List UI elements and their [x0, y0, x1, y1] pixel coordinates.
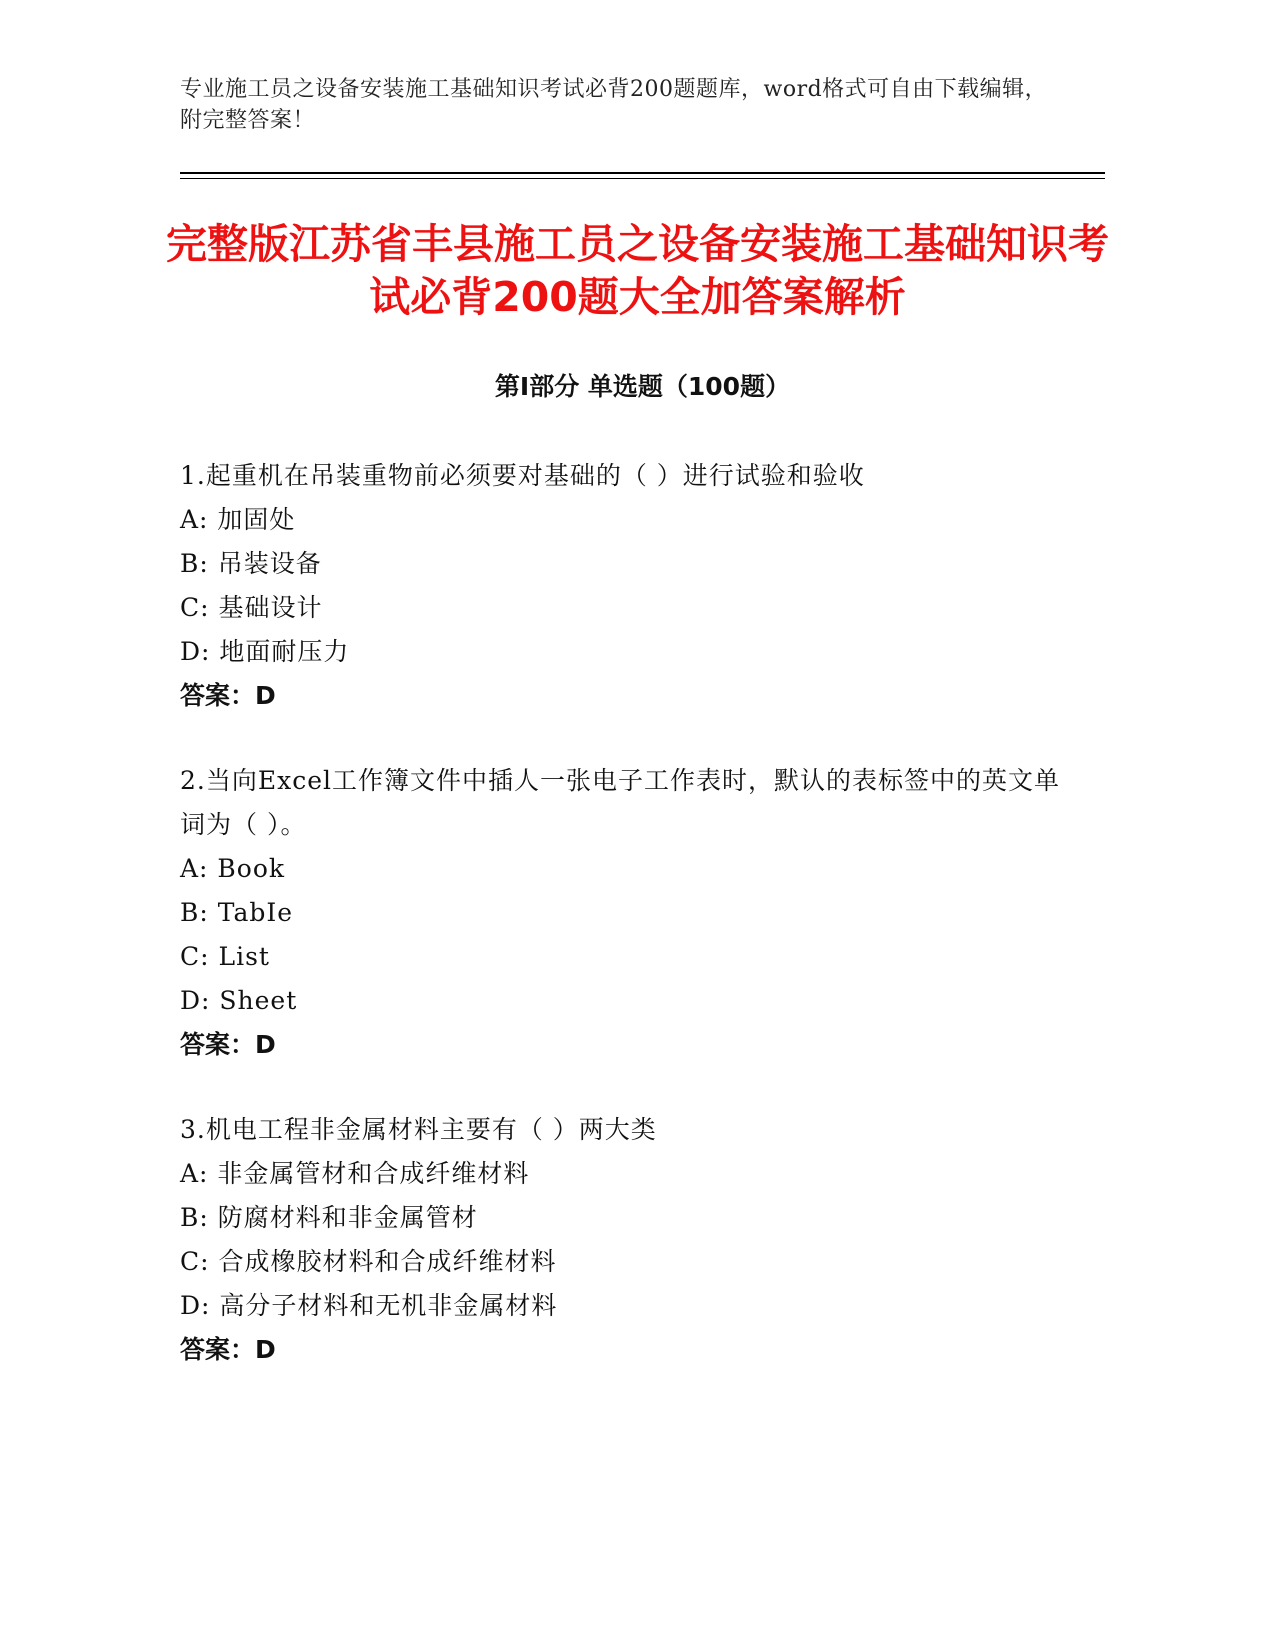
- answer: 答案：D: [180, 1335, 276, 1364]
- option-b: B: 吊装设备: [180, 549, 322, 578]
- answer: 答案：D: [180, 681, 276, 710]
- header-note: 专业施工员之设备安装施工基础知识考试必背200题题库，word格式可自由下载编辑，附完整答案！: [180, 77, 1048, 133]
- question-stem: 1.起重机在吊装重物前必须要对基础的（ ）进行试验和验收: [180, 461, 865, 490]
- section-title: 第I部分 单选题（100题）: [494, 372, 791, 401]
- question-2: [180, 759, 1060, 1067]
- option-d: D: Sheet: [180, 986, 298, 1015]
- option-a: A: 加固处: [180, 505, 296, 534]
- option-d: D: 地面耐压力: [180, 637, 350, 666]
- option-c: C: 合成橡胶材料和合成纤维材料: [180, 1247, 557, 1276]
- option-b: B: TabIe: [180, 898, 294, 927]
- answer: 答案：D: [180, 1030, 276, 1059]
- question-stem: 2.当向Excel工作簿文件中插人一张电子工作表时，默认的表标签中的英文单词为（ ）。: [180, 766, 1060, 839]
- question-3: [180, 1108, 1060, 1372]
- option-a: A: 非金属管材和合成纤维材料: [180, 1159, 530, 1188]
- question-stem: 3.机电工程非金属材料主要有（ ）两大类: [180, 1115, 657, 1144]
- header-divider-thin: [180, 178, 1105, 179]
- question-1: [180, 454, 1060, 718]
- header-divider-thick: [180, 172, 1105, 174]
- option-c: C: 基础设计: [180, 593, 323, 622]
- option-b: B: 防腐材料和非金属管材: [180, 1203, 478, 1232]
- option-d: D: 高分子材料和无机非金属材料: [180, 1291, 558, 1320]
- document-title: 完整版江苏省丰县施工员之设备安装施工基础知识考试必背200题大全加答案解析: [166, 220, 1109, 321]
- option-a: A: Book: [180, 854, 286, 883]
- option-c: C: List: [180, 942, 270, 971]
